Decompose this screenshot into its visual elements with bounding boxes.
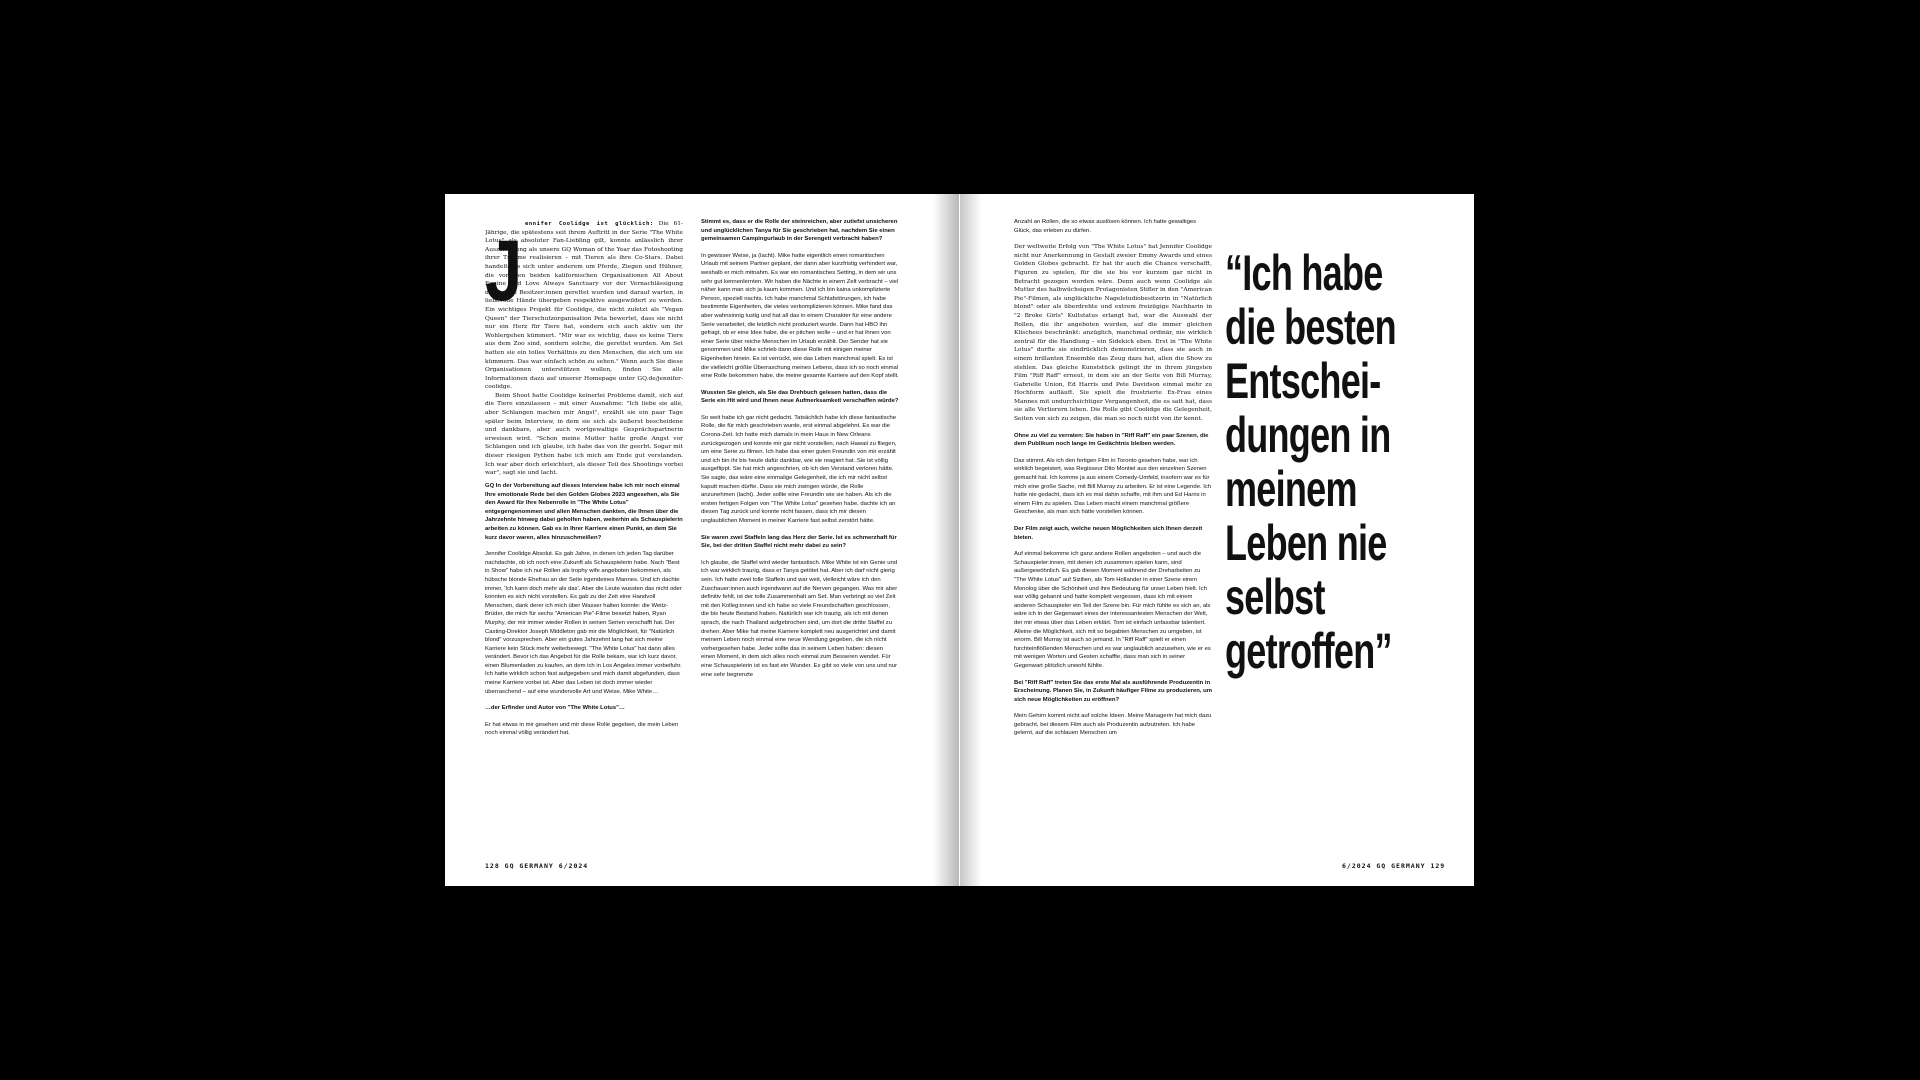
pull-quote-line: getroffen”	[1225, 623, 1392, 679]
answer-3: In gewisser Weise, ja (lacht). Mike hatte eigentlich einen romantischen Urlaub mit seinem Partner geplant, der dann aber kurzfristig verhindert war, weshalb er mich mitnahm. Es war ein romantisches Setting, in dem wir uns sehr gut kennenlernten. Wir haben die Nächte in einem Zelt verbracht – viel näher kann man sich ja kaum kommen. Und ich bin kaina unkomplizierte Person, speziell nachts. Ich habe manchmal Schlafstörungen, ich habe bestimmte Eigenheiten, die vieles verkomplizieren können. Mike fand das aber wahnsinnig lustig und hat all das in einem Charakter für eine andere Serie verarbeitet, die letztlich nicht produziert wurde. Dann hat HBO ihn gefragt, ob er eine Idee habe, die er pitchen wolle – und er hat ihnen von einer Serie über reiche Menschen im Urlaub erzählt. Der Sender hat sie genommen und Mike schrieb dann diese Rolle mit einigen meiner Eigenheiten hinein. Es ist verrückt, wie das Leben manchmal spielt. Es ist die vielleicht größte Überraschung meines Lebens, dass ich so noch einmal eine Rolle bekommen habe, die meine gesamte Karriere auf den Kopf stellt.	[701, 252, 899, 380]
pull-quote-line: “Ich habe	[1225, 245, 1383, 301]
interview-column-1	[485, 482, 683, 862]
question-8: Bei "Riff Raff" treten Sie das erste Mal als ausführende Produzentin in Erscheinung. Planen Sie, in Zukunft häufiger Filme zu produzieren, um sich neue Möglichkeiten zu eröffnen?	[1014, 679, 1212, 703]
question-2: …der Erfinder und Autor von "The White Lotus"…	[485, 705, 625, 712]
answer-1: Jennifer Coolidge Absolut. Es gab Jahre, in denen ich jeden Tag darüber nachdachte, ob ich noch eine Zukunft als Schauspielerin habe. Nach "Best in Show" habe ich nur Rollen als trophy wife angeboten bekommen, als hübsche blonde Ehefrau an der Seite irgendeines Mannes. Und ich dachte immer, 'Ich kann doch mehr als das'. Aber die Leute wussten das nicht oder konnten es sich nicht vorstellen. Es gab zu der Zeit eine Handvoll Menschen, dank derer ich mich über Wasser halten konnte: die Weitz-Brüder, die mich für sechs "American Pie"-Filme besetzt haben, Ryan Murphy, der mir immer wieder Rollen in seinen Serien verschafft hat. Der Casting-Direktor Joseph Middleton gab mir die Möglichkeit, für "Natürlich blond" vorzusprechen. Aber ein gutes Jahrzehnt lang hat sich meine Karriere kein Stück mehr weiterbewegt. "The White Lotus" hat dann alles verändert. Bevor ich das Angebot für die Rolle bekam, war ich kurz davor, einen Blumenladen zu kaufen, an dem ich in Los Angeles immer vorbeifuhr. Ich hatte wirklich schon fast aufgegeben und mich damit abgefunden, dass meine Karriere vorbei ist. Aber das Leben ist doch immer wieder überraschend – auf eine wundervolle Art und Weise. Mike White…	[485, 551, 682, 695]
intro-text: Die 61-Jährige, die spätestens seit ihrem Auftritt in der Serie "The White Lotus" als absoluter Fan-Liebling gilt, konnte anlässlich ihrer Auszeichnung als unsere GQ Woman of the Year das Fotoshooting ihrer Träume realisieren – mit Tieren als ihre Co-Stars. Dabei handelte es sich unter anderem um Pferde, Ziegen und Hühner, die von den beiden kalifornischen Organisationen All About Equine und Love Always Sanctuary vor der Vernachlässigung durch ihre Besitzer:innen gerettet wurden und darauf warten, in liebevolle Hände übergeben respektive ausgewildert zu werden. Ein wichtiges Projekt für Coolidge, die nicht zuletzt als "Vegan Queen" der Tierschutzorganisation Peta bewertet, dass sie nicht nur ein Herz für Tiere hat, sondern sich auch aktiv um ihr Wohlergehen kümmert. "Mir war es wichtig, dass es keine Tiere aus dem Zoo sind, sondern solche, die gerettet wurden. Am Set hatten sie ein tolles Verhältnis zu den Menschen, die sich um sie kümmern. Das war einfach schön zu sehen." Wenn auch Sie diese Organisationen unterstützen wollen, finden Sie alle Informationen dazu auf unserer Homepage unter GQ.de/jennifer-coolidge.	[485, 221, 683, 391]
question-5: Sie waren zwei Staffeln lang das Herz der Serie. Ist es schmerzhaft für Sie, bei der dritten Staffel nicht mehr dabei zu sein?	[701, 534, 897, 550]
pull-quote-line: meinem	[1225, 461, 1357, 517]
pull-quote-line: selbst	[1225, 569, 1325, 625]
answer-4: So weit habe ich gar nicht gedacht. Tatsächlich habe ich diese fantastische Rolle, die für mich geschrieben wurde, erst einmal abgelehnt. Es war die Corona-Zeit. Ich hatte mich damals in mein Haus in New Orleans zurückgezogen und konnte mir gar nicht vorstellen, nach Hawaii zu fliegen, um eine Serie zu filmen. Ich habe das einer guten Freundin von mir erzählt und ich bin ihr bis heute dafür dankbar, wie sie reagiert hat. Sie ist völlig ausgeflippt. Sie hat mich angeschrien, ob ich den Verstand verloren hätte. Sie sagte, das wäre eine einmalige Gelegenheit, die ich mir nicht selbst kaputt machen dürfte. Dass sie mich zwingen würde, die Rolle anzunehmen (lacht). Jeder sollte eine Freundin wie sie haben. Als ich die ersten fertigen Folgen von "The White Lotus" gesehen habe, dachte ich an diesen Tag zurück und konnte nicht fassen, dass ich mir diesen unglaublichen Moment in meiner Karriere fast selbst zerstört hätte.	[701, 414, 897, 524]
question-7: Der Film zeigt auch, welche neuen Möglichkeiten sich Ihnen derzeit bieten.	[1014, 526, 1203, 541]
question-6: Ohne zu viel zu verraten: Sie haben in "Riff Raff" ein paar Szenen, die dem Publikum noch lange im Gedächtnis bleiben werden.	[1014, 432, 1209, 448]
question-1: GQ In der Vorbereitung auf dieses Interview habe ich mir noch einmal Ihre emotionale Rede bei den Golden Globes 2023 angesehen, als Sie den Award für Ihre Nebenrolle in "The White Lotus" entgegengenommen und allen Menschen dankten, die Ihnen über die Jahrzehnte hinweg dabei geholfen haben, weiterhin als Schauspielerin arbeiten zu können. Gab es in Ihrer Karriere einen Punkt, an dem Sie kurz davor waren, alles hinzuschmeißen?	[485, 483, 683, 541]
answer-continued: Anzahl an Rollen, die so etwas auslösen können. Ich hatte gewaltiges Glück, das erleben zu dürfen.	[1014, 219, 1197, 234]
gutter-shadow	[933, 194, 959, 886]
pull-quote-line: Leben nie	[1225, 515, 1387, 571]
pull-quote-line: dungen in	[1225, 407, 1391, 463]
magazine-spread	[445, 194, 1474, 886]
drop-cap: J	[485, 223, 523, 319]
answer-7: Auf einmal bekomme ich ganz andere Rollen angeboten – und auch die Schauspieler:innen, mit denen ich zusammen spielen kann, sind außergewöhnlich. Es gab diesen Moment während der Dreharbeiten zu "The White Lotus" auf Sizilien, als Tom Hollander in einer Szene einen Monolog über die Schönheit und ihre Bedeutung für unser Leben hielt. Ich war völlig gebannt und hatte komplett vergessen, dass ich mit einem anderen Schauspieler ein Teil der Szene bin. Für mich fühlte es sich an, als wäre ich in der Gegenwart eines der interessantesten Menschen der Welt, der mir etwas über das Leben erklärt. Tom ist einfach unfassbar talentiert. Alleine die Möglichkeit, sich mit so begabten Menschen zu umgeben, ist enorm. Bill Murray ist auch so jemand. In "Riff Raff" spielt er einen furchteinflößenden Menschen und es war unglaublich anzusehen, wie er es mit wenigen Worten und Gesten schaffte, dass man sich in seiner Gegenwart plötzlich unwohl fühlte.	[1014, 551, 1211, 669]
pull-quote	[1225, 246, 1398, 678]
answer-6: Das stimmt. Als ich den fertigen Film in Toronto gesehen habe, war ich wirklich begeistert, was Regisseur Dito Montiel aus den einzelnen Szenen gemacht hat. Ich komme ja aus einem Comedy-Umfeld, insofern war es für mich eine große Sache, mit Bill Murray zu arbeiten. Er ist eine Legende. Ich hatte nie gedacht, dass ich es mal dahin schaffe, mit ihm und Ed Harris in einem Film zu spielen. Das Leben macht einem manchmal größere Geschenke, als man sich hätte vorstellen können.	[1014, 457, 1212, 516]
intro-paragraph-2: Beim Shoot hatte Coolidge keinerlei Probleme damit, sich auf die Tiere einzulassen – mit einer Ausnahme: "Ich liebe sie alle, aber Schlangen machen mir Angst", erzählt sie ein paar Tage später beim Interview, in dem sie sich als äußerst bescheidene und dankbare, aber auch wortgewaltige Gesprächspartnerin erweisen wird. "Schon meine Mutter hatte große Angst vor Schlangen und ich glaube, ich habe das von ihr geerbt. Sogar mit dieser riesigen Python habe ich mich am Ende gut verstanden. Ich war aber doch erleichtert, als dieser Teil des Shootings vorbei war", sagt sie und lacht.	[485, 392, 683, 477]
question-4: Wussten Sie gleich, als Sie das Drehbuch gelesen hatten, dass die Serie ein Hit wird und Ihnen neue Aufmerksamkeit verschaffen würde?	[701, 389, 899, 405]
question-3: Stimmt es, dass er die Rolle der steinreichen, aber zutiefst unsicheren und unglücklichen Tanya für Sie geschrieben hat, nachdem Sie einen gemeinsamen Campingurlaub in der Serengeti verbracht haben?	[701, 219, 898, 243]
intro-paragraph	[485, 220, 683, 392]
answer-8: Mein Gehirn kommt nicht auf solche Ideen. Meine Managerin hat mich dazu gebracht, bei diesem Film auch als Produzentin aufzutreten. Ich habe gelernt, auf die schlauen Menschen um	[1014, 713, 1212, 737]
pull-quote-line: die besten	[1225, 299, 1396, 355]
interview-column-2	[701, 218, 899, 862]
answer-2: Er hat etwas in mir gesehen und mir diese Rolle gegeben, die mein Leben noch einmal völlig verändert hat.	[485, 721, 679, 737]
left-page	[445, 194, 959, 886]
lead-in-caps: ennifer Coolidge ist glücklich:	[525, 221, 654, 227]
intro-column	[485, 220, 683, 510]
interview-column-3	[1014, 218, 1212, 862]
pull-quote-line: Entschei-	[1225, 353, 1381, 409]
page-number-right: 6/2024 GQ GERMANY 129	[1342, 862, 1446, 870]
answer-5: Ich glaube, die Staffel wird wieder fantastisch. Mike White ist ein Genie und ich war wirklich traurig, dass er Tanya getötet hat. Aber ich darf nicht gierig sein. Ich hatte zwei tolle Staffeln und war weit, vielleicht wäre ich den Zuschauer:innen auch irgendwann auf die Nerven gegangen. Was mir aber definitiv fehlt, ist der tolle Zusammenhalt am Set. Man verbringt so viel Zeit mit den Kolleg:innen und ich habe so viele Freundschaften geschlossen, die bis heute Bestand haben. Natürlich war ich traurig, als ich mit denen sprach, die nach Thailand aufgebrochen sind, um dort die dritte Staffel zu drehen. Aber Mike hat meine Karriere komplett neu ausgerichtet und damit meinem Leben noch einmal eine neue Wendung gegeben, die ich nicht vorhergesehen habe. Jeder sollte das in seinem Leben haben: diesen einen Moment, in dem sich alles noch einmal zum Besseren wendet. Für eine Schauspielerin ist es fast ein Wunder. Es gibt so viele von uns und nur eine sehr begrenzte	[701, 559, 898, 678]
page-number-left: 128 GQ GERMANY 6/2024	[485, 862, 589, 870]
gutter-shadow	[960, 194, 982, 886]
body-paragraph: Der weltweite Erfolg von "The White Lotus" hat Jennifer Coolidge nicht nur Anerkennung in Gestalt zweier Emmy Awards und eines Golden Globes gebracht. Er hat ihr auch die Chance verschafft, Figuren zu spielen, für die sie bis vor kurzem gar nicht in Betracht gezogen worden wäre. Denn auch wenn Coolidge als Mutter des halbwüchsigen Protagonisten Stifler in den "American Pie"-Filmen, als unglückliche Nagelstudiobesitzerin in "Natürlich blond" oder als überdrehte und extrem freizügige Nachbarin in "2 Broke Girls" Kultstatus erlangt hat, war die Auswahl der Rollen, die ihr angeboten wurden, auf die immer gleichen Klischees beschränkt: anzüglich, manchmal ordinär, nie wirklich zentral für die Handlung – ein Sidekick eben. Erst in "The White Lotus" durfte sie eindrücklich demonstrieren, dass sie auch in einem brillanten Ensemble das Zeug dazu hat, allen die Show zu stehlen. Das gleiche Kunststück gelingt ihr in ihrem jüngsten Film "Riff Raff" erneut, in dem sie an der Seite von Bill Murray, Gabrielle Union, Ed Harris und Pete Davidson einmal mehr zu Hochform aufläuft. Sie spielt die frustrierte Ex-Frau eines Mannes mit undurchsichtiger Vergangenheit, die es satt hat, dass sie alle Verlierern leben. Die Rolle gibt Coolidge die Gelegenheit, Seiten von sich zu zeigen, die man so noch nicht von ihr kennt.	[1014, 244, 1212, 423]
